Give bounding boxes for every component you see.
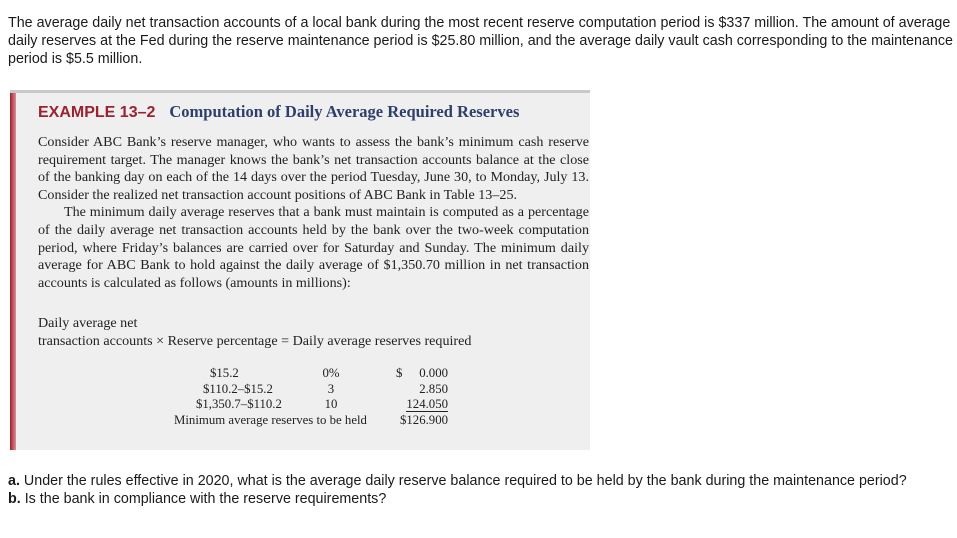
example-heading	[38, 102, 519, 122]
formula-line-1: Daily average net	[38, 315, 138, 331]
total-label: Minimum average reserves to be held	[174, 412, 367, 427]
example-box	[10, 90, 590, 450]
range-cell: $1,350.7–$110.2	[196, 397, 282, 411]
formula	[38, 315, 589, 350]
example-title: Computation of Daily Average Required Reserves	[169, 102, 520, 121]
percent-cell: 0%	[322, 366, 340, 380]
problem-intro: The average daily net transaction accounts of a local bank during the most recent reserve computation period is $337 million. The amount of average daily reserves at the Fed during the reserve maintenance period is $25.80 million, and the average daily vault cash corresponding to the maintenance period is $5.5 million.	[8, 15, 953, 67]
amount-value: 124.050	[406, 397, 448, 411]
percent-cell: 10	[324, 397, 338, 411]
question-b	[8, 490, 953, 508]
total-amount-cell	[396, 413, 448, 429]
example-number: EXAMPLE 13–2	[38, 104, 156, 121]
amount-cell	[396, 366, 448, 382]
example-body	[38, 134, 589, 292]
question-a	[8, 472, 953, 490]
total-amount: $126.900	[400, 412, 448, 427]
questions	[8, 472, 953, 508]
example-top-rule	[10, 90, 590, 93]
question-b-text: Is the bank in compliance with the reserve requirements?	[24, 491, 387, 507]
example-paragraph-1: Consider ABC Bank’s reserve manager, who wants to assess the bank’s minimum cash reserve requirement target. The manager knows the bank’s net transaction accounts balance at the close of the banking day on each of the 14 days over the period Tuesday, June 30, to Monday, July 13. Consider the realized net transaction account positions of ABC Bank in Table 13–25.	[38, 134, 589, 203]
amount-value: 2.850	[419, 381, 448, 396]
example-accent-bar	[10, 90, 16, 450]
question-a-text: Under the rules effective in 2020, what is the average daily reserve balance required to be held by the bank during the maintenance period?	[23, 473, 907, 489]
question-a-label: a.	[8, 473, 20, 489]
dollar-sign: $	[396, 366, 403, 380]
question-b-label: b.	[8, 491, 21, 507]
amount-cell	[396, 382, 448, 398]
example-paragraph-2: The minimum daily average reserves that a bank must maintain is computed as a percentage of the daily average net transaction accounts held by the bank over the two-week computation period, where Friday’s balances are carried over for Saturday and Sunday. The minimum daily average for ABC Bank to hold against the daily average of $1,350.70 million in net transaction accounts is calculated as follows (amounts in millions):	[38, 204, 589, 291]
formula-line-2: transaction accounts × Reserve percentage = Daily average reserves required	[38, 332, 472, 349]
amount-value: 0.000	[419, 366, 448, 380]
range-cell: $15.2	[210, 366, 239, 380]
percent-cell: 3	[327, 381, 335, 396]
range-cell: $110.2–$15.2	[203, 381, 273, 396]
amount-cell	[396, 397, 448, 413]
